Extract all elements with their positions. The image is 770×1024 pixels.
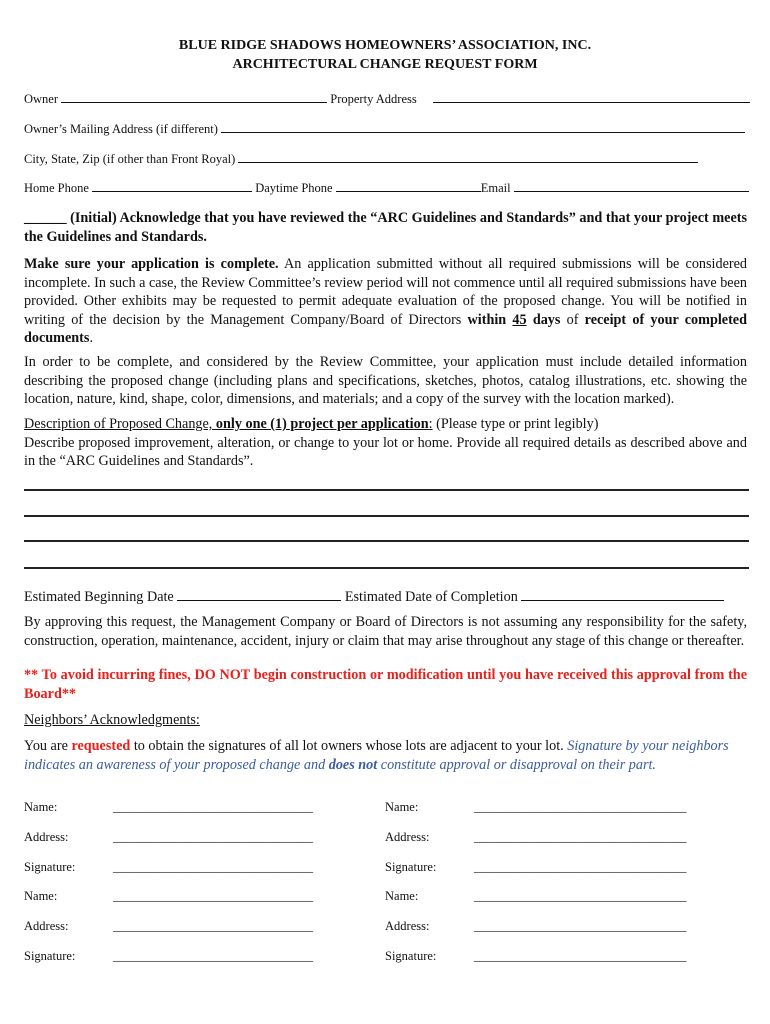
city-state-zip-label: City, State, Zip (if other than Front Royal) (24, 152, 236, 166)
daytime-phone-label: Daytime Phone (255, 181, 333, 195)
description-instructions: Describe proposed improvement, alteration, or change to your lot or home. Provide all required details as described above and in the “ARC Guidelines and Standards”. (24, 434, 747, 469)
neighbors-heading (24, 711, 747, 730)
sig-label: Signature: (385, 860, 437, 874)
neighbors-instructions: to obtain the signatures of all lot owners whose lots are adjacent to your lot. (130, 738, 568, 754)
daytime-phone-field[interactable] (336, 179, 481, 192)
awareness-note: Signature by your neighbors indicates an awareness of your proposed change and (24, 738, 729, 773)
initial-acknowledgment (24, 209, 747, 246)
association-title: BLUE RIDGE SHADOWS HOMEOWNERS’ ASSOCIATION, INC. (178, 38, 592, 53)
requirements-paragraph: In order to be complete, and considered by the Review Committee, your application must include detailed information describing the proposed change (including plans and specifications, sketches, photos, catalog illustrations, etc. showing the location, nature, kind, shape, color, dimensions, and materials; and a copy of the survey with the location marked). (24, 354, 747, 407)
sig-blank[interactable]: ________________________________ (113, 949, 313, 963)
sig-blank[interactable]: ________________________________ (113, 889, 313, 903)
sig-label: Name: (24, 889, 58, 903)
of-text: of (560, 311, 585, 328)
neighbors-paragraph (24, 737, 747, 774)
completeness-body: An application submitted without all required submissions will be considered incomplete. In such a case, the Review Committee’s review period will not commence until all required submissions have been provided. Other exhibits may be requested to permit adequate evaluation of the proposed change. You will be notified in writing of the decision by the Management Company/Board of Directors (24, 256, 747, 328)
sig-blank[interactable]: ________________________________ (113, 800, 313, 814)
heading-colon: : (428, 416, 433, 432)
approval-note: constitute approval or disapproval on their part. (377, 756, 656, 773)
description-line-2[interactable] (24, 515, 749, 517)
fines-warning: ** To avoid incurring fines, DO NOT begin construction or modification until you have received this approval from the Board** (24, 667, 747, 702)
mailing-address-label: Owner’s Mailing Address (if different) (24, 122, 218, 136)
requested-text: requested (71, 738, 131, 754)
sig-label: Address: (24, 830, 69, 844)
sig-label: Signature: (385, 949, 437, 963)
owner-row (24, 90, 750, 107)
phone-row (24, 179, 749, 196)
mailing-address-field[interactable] (221, 120, 745, 133)
sig-blank[interactable]: __________________________________ (474, 889, 687, 903)
owner-label: Owner (24, 92, 59, 106)
beginning-date-field[interactable] (177, 586, 341, 601)
sig-blank[interactable]: __________________________________ (474, 830, 687, 844)
completeness-paragraph (24, 255, 747, 348)
sig-blank[interactable]: __________________________________ (474, 860, 687, 874)
mailing-row (24, 120, 745, 137)
home-phone-label: Home Phone (24, 181, 89, 195)
form-title: ARCHITECTURAL CHANGE REQUEST FORM (232, 57, 538, 72)
sig-label: Signature: (24, 949, 76, 963)
days-text: days (532, 311, 561, 328)
acknowledgment-text: (Initial) Acknowledge that you have reviewed the “ARC Guidelines and Standards” and that your project meets the Guidelines and Standards. (24, 210, 747, 245)
email-label: Email (480, 181, 511, 195)
sig-blank[interactable]: ________________________________ (113, 830, 313, 844)
sig-blank[interactable]: ________________________________ (113, 919, 313, 933)
sig-label: Name: (385, 800, 419, 814)
days-number: 45 (512, 311, 527, 328)
email-field[interactable] (514, 179, 749, 192)
receipt-text: receipt of your completed documents (24, 311, 747, 346)
sig-label: Address: (385, 830, 430, 844)
sig-blank[interactable]: __________________________________ (474, 919, 687, 933)
description-heading: Description of Proposed Change, (24, 416, 216, 432)
description-line-4[interactable] (24, 567, 749, 569)
initial-blank[interactable]: ______ (24, 210, 67, 226)
sig-blank[interactable]: ________________________________ (113, 860, 313, 874)
city-state-zip-field[interactable] (238, 150, 698, 163)
beginning-date-label: Estimated Beginning Date (24, 589, 174, 605)
description-section (24, 415, 747, 471)
print-legibly-note: (Please type or print legibly) (432, 416, 599, 432)
one-project-text: only one (1) project per application (215, 416, 429, 432)
dates-row (24, 586, 724, 606)
property-address-field[interactable] (433, 90, 750, 103)
period-text: . (89, 330, 93, 346)
does-not-text: does not (328, 756, 378, 773)
liability-paragraph: By approving this request, the Management Company or Board of Directors is not assuming any responsibility for the safety, construction, operation, maintenance, accident, injury or claim that may arise throughout any stage of this change or thereafter. (24, 614, 747, 649)
sig-label: Address: (24, 919, 69, 933)
city-row (24, 150, 698, 167)
sig-label: Address: (385, 919, 430, 933)
completion-date-label: Estimated Date of Completion (344, 589, 518, 605)
description-line-1[interactable] (24, 489, 749, 491)
home-phone-field[interactable] (92, 179, 252, 192)
sig-blank[interactable]: __________________________________ (474, 800, 687, 814)
owner-field[interactable] (61, 90, 327, 103)
completeness-lead: Make sure your application is complete. (24, 256, 279, 272)
completion-date-field[interactable] (521, 586, 724, 601)
neighbors-heading-text: Neighbors’ Acknowledgments: (24, 712, 200, 728)
sig-label: Signature: (24, 860, 76, 874)
sig-label: Name: (24, 800, 58, 814)
description-line-3[interactable] (24, 540, 749, 542)
you-are-text: You are (24, 738, 72, 754)
sig-blank[interactable]: __________________________________ (474, 949, 687, 963)
within-text: within (467, 311, 507, 328)
property-address-label: Property Address (330, 92, 417, 106)
sig-label: Name: (385, 889, 419, 903)
